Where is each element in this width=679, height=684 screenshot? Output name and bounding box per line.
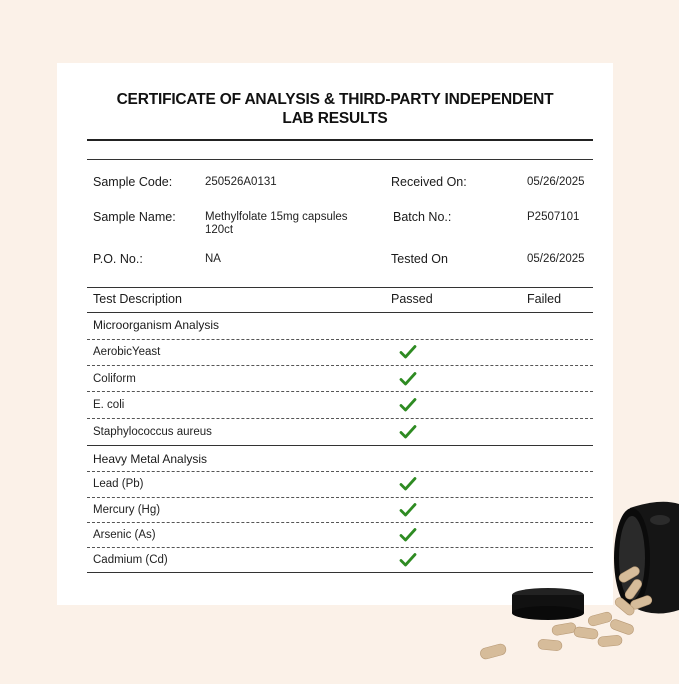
check-icon bbox=[399, 527, 417, 543]
batch-no-label: Batch No.: bbox=[393, 210, 452, 224]
title-divider bbox=[87, 139, 593, 141]
received-on-value: 05/26/2025 bbox=[527, 176, 585, 188]
sample-name-label: Sample Name: bbox=[93, 210, 176, 224]
section-title-microorganism: Microorganism Analysis bbox=[93, 318, 220, 332]
sample-name-value-1: Methylfolate 15mg capsules bbox=[205, 211, 348, 223]
row-divider bbox=[87, 339, 593, 340]
table-row-label: AerobicYeast bbox=[93, 346, 161, 358]
table-row-label: Mercury (Hg) bbox=[93, 504, 161, 516]
table-row-label: Arsenic (As) bbox=[93, 529, 156, 541]
check-icon bbox=[399, 552, 417, 568]
table-row-label: Cadmium (Cd) bbox=[93, 554, 168, 566]
row-divider bbox=[87, 471, 593, 472]
received-on-label: Received On: bbox=[391, 175, 467, 189]
page-title bbox=[57, 90, 613, 128]
check-icon bbox=[399, 502, 417, 518]
table-row-label: E. coli bbox=[93, 399, 125, 411]
supplement-bottle-image bbox=[470, 490, 679, 679]
sample-code-label: Sample Code: bbox=[93, 175, 173, 189]
table-top-rule bbox=[87, 287, 593, 288]
row-divider bbox=[87, 365, 593, 366]
table-row-label: Lead (Pb) bbox=[93, 478, 144, 490]
section-title-heavy-metal: Heavy Metal Analysis bbox=[93, 452, 208, 466]
row-divider bbox=[87, 391, 593, 392]
header-passed: Passed bbox=[391, 292, 433, 306]
sample-code-value: 250526A0131 bbox=[205, 176, 277, 188]
header-failed: Failed bbox=[527, 292, 562, 306]
section-divider bbox=[87, 445, 593, 446]
table-row-label: Staphylococcus aureus bbox=[93, 426, 212, 438]
batch-no-value: P2507101 bbox=[527, 211, 580, 223]
po-no-label: P.O. No.: bbox=[93, 252, 143, 266]
title-line-2: LAB RESULTS bbox=[282, 110, 388, 127]
check-icon bbox=[399, 397, 417, 413]
po-no-value: NA bbox=[205, 253, 221, 265]
table-row-label: Coliform bbox=[93, 373, 136, 385]
tested-on-label: Tested On bbox=[391, 252, 448, 266]
title-line-1: CERTIFICATE OF ANALYSIS & THIRD-PARTY INDEPENDENT bbox=[116, 91, 554, 108]
sample-name-value-2: 120ct bbox=[205, 224, 234, 236]
header-bottom-rule bbox=[87, 312, 593, 313]
row-divider bbox=[87, 418, 593, 419]
check-icon bbox=[399, 344, 417, 360]
info-top-rule bbox=[87, 159, 593, 160]
check-icon bbox=[399, 424, 417, 440]
bottle-cap-icon bbox=[512, 588, 584, 620]
check-icon bbox=[399, 476, 417, 492]
check-icon bbox=[399, 371, 417, 387]
tested-on-value: 05/26/2025 bbox=[527, 253, 585, 265]
header-test-description: Test Description bbox=[93, 292, 182, 306]
